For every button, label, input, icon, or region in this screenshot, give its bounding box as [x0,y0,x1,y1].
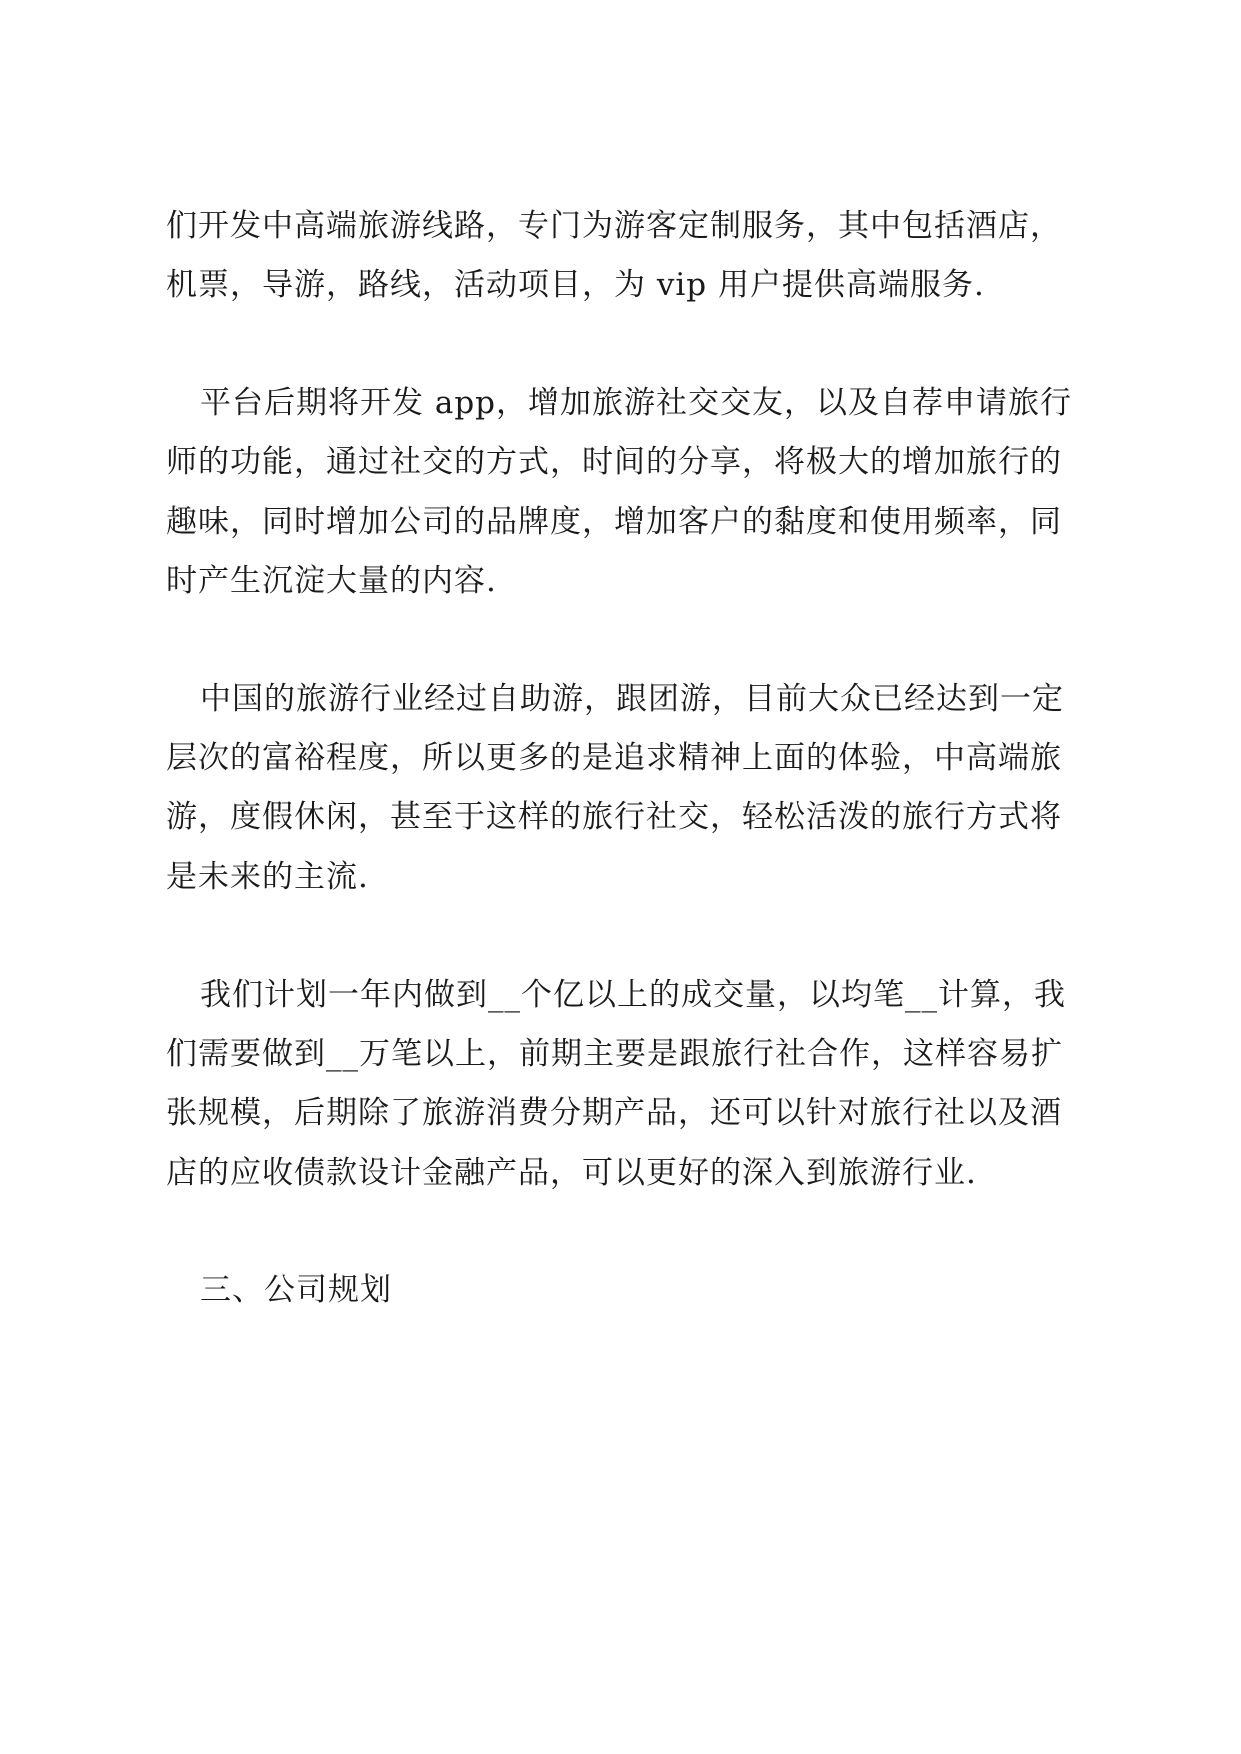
paragraph-4-line-3: 张规模，后期除了旅游消费分期产品，还可以针对旅行社以及酒 [166,1095,1062,1131]
paragraph-3-line-3: 游，度假休闲，甚至于这样的旅行社交，轻松活泼的旅行方式将 [166,799,1062,835]
paragraph-4-line-2: 们需要做到__万笔以上，前期主要是跟旅行社合作，这样容易扩 [166,1036,1063,1072]
paragraph-2-line-4: 时产生沉淀大量的内容. [166,563,497,599]
paragraph-3-line-4: 是未来的主流. [166,859,369,895]
paragraph-1-line-2: 机票，导游，路线，活动项目，为 vip 用户提供高端服务. [166,267,985,303]
paragraph-1-line-1: 们开发中高端旅游线路，专门为游客定制服务，其中包括酒店， [166,208,1062,244]
paragraph-2-line-1: 平台后期将开发 app，增加旅游社交交友，以及自荐申请旅行 [200,385,1073,421]
section-heading: 三、公司规划 [200,1272,392,1308]
paragraph-4-line-1: 我们计划一年内做到__个亿以上的成交量，以均笔__计算，我 [200,977,1066,1013]
paragraph-2-line-3: 趣味，同时增加公司的品牌度，增加客户的黏度和使用频率，同 [166,504,1062,540]
paragraph-2-line-2: 师的功能，通过社交的方式，时间的分享，将极大的增加旅行的 [166,444,1062,480]
paragraph-4-line-4: 店的应收债款设计金融产品，可以更好的深入到旅游行业. [166,1155,977,1191]
paragraph-3-line-1: 中国的旅游行业经过自助游，跟团游，目前大众已经达到一定 [200,681,1064,717]
paragraph-3-line-2: 层次的富裕程度，所以更多的是追求精神上面的体验，中高端旅 [166,740,1062,776]
